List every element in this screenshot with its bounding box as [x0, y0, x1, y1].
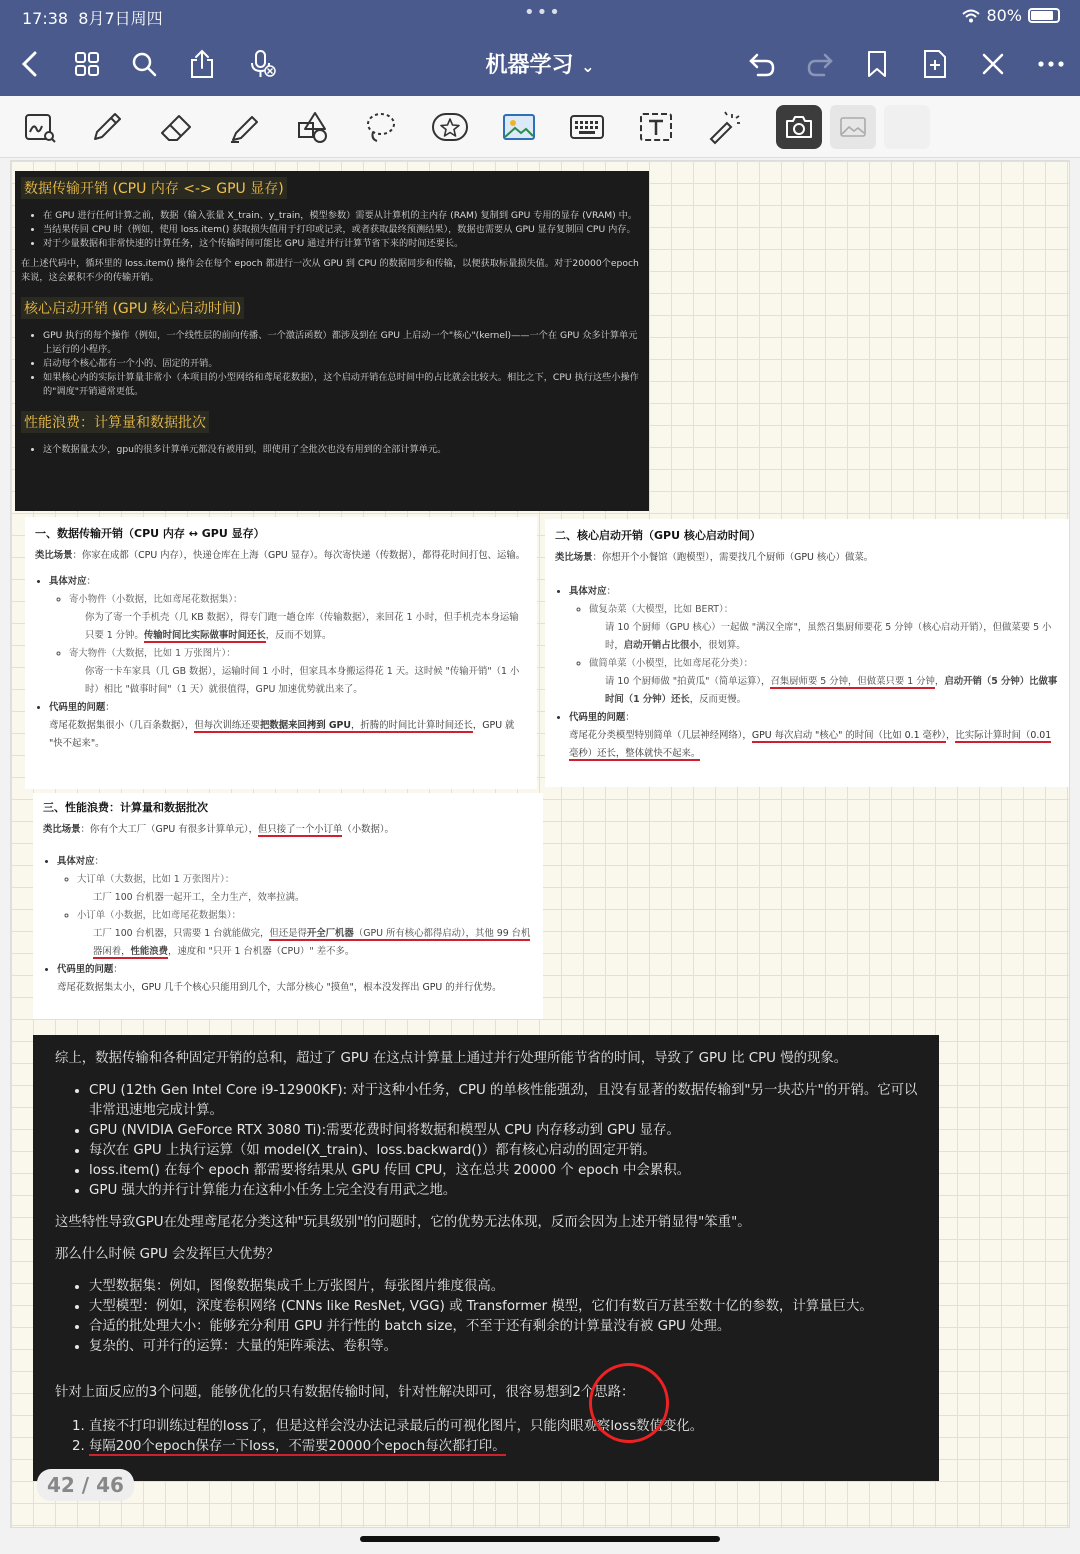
toolbar-slot [884, 105, 930, 149]
card2-title: 二、核心启动开销（GPU 核心启动时间） [555, 529, 761, 542]
list-item: 1. 直接不打印训练过程的loss了，但是这样会没办法记录最后的可视化图片，只能肉眼观察loss数值变化。 [89, 1417, 923, 1437]
add-page-icon[interactable] [915, 44, 955, 84]
share-icon[interactable] [182, 44, 222, 84]
list-item: • 复杂的、可并行的运算：大量的矩阵乘法、卷积等。 [89, 1337, 923, 1357]
home-indicator[interactable] [360, 1536, 720, 1542]
analogy-card-kernel-launch [545, 519, 1069, 787]
analogy-card-data-transfer [25, 517, 537, 789]
multitask-dots[interactable]: ••• [524, 2, 562, 23]
list-item: ◦ 大订单（大数据，比如 1 万张图片）： 工厂 100 台机器一起开工，全力生产，效率拉满。 [77, 871, 533, 907]
section1-note: 在上述代码中，循环里的 loss.item() 操作会在每个 epoch 都进行一次从 GPU 到 CPU 的数据同步和传输，以便获取标量损失值。对于20000个epoch来说，这会累积不少的传输开销。 [21, 258, 639, 283]
more-icon[interactable] [1031, 44, 1071, 84]
card1-title: 一、数据传输开销（CPU 内存 ↔ GPU 显存） [35, 527, 265, 540]
list-item: • 大型模型：例如，深度卷积网络 (CNNs like ResNet, VGG) 或 Transformer 模型，它们有数百万甚至数十亿的参数，计算量巨大。 [89, 1297, 923, 1317]
list-item: 2. 每隔200个epoch保存一下loss，不需要20000个epoch每次都打印。 [89, 1437, 923, 1457]
list-item: • 如果核心内的实际计算量非常小（本项目的小型网络和鸢尾花数据），这个启动开销在总时间中的占比就会比较大。相比之下，CPU 执行这些小操作的"调度"开销通常更低。 [43, 371, 643, 399]
shapes-icon[interactable] [290, 105, 336, 149]
camera-icon[interactable] [776, 105, 822, 149]
keyboard-icon[interactable] [564, 105, 610, 149]
highlighter-icon[interactable] [222, 105, 268, 149]
mic-off-icon[interactable] [242, 44, 282, 84]
list-item: • 这个数据量太少，gpu的很多计算单元都没有被用到，即使用了全批次也没有用到的全部计算单元。 [43, 443, 643, 457]
card1-details: • 具体对应： ◦ 寄小物件（小数据，比如鸢尾花数据集）： 你为了寄一个手机壳（几 KB 数据），得专门跑一趟仓库（传输数据），来回花 1 小时，但手机壳本身运输只要 1 分钟。传输时间比实际做事时间还长，反而不划算。 ◦ 寄大物件（大数据，比如 1 万张图片）： 你寄一卡车家具（几 GB 数据），运输时间 1 小时，但家具本身搬运得花 1 天。这时候 "传输开销"（1 小时）相比 "做事时间"（1 天）就很值得，GPU 加速优势就出来了。 • 代码里的问题： 鸢尾花数据集很小（几百条数据），但每次训练还要把数据来回拷到 GPU，折腾的时间比计算时间还长，GPU 就 "快不起来"。 [35, 573, 527, 753]
sticker-icon[interactable] [427, 105, 473, 149]
handwriting-recognition-icon[interactable] [17, 105, 63, 149]
card3-details: • 具体对应： ◦ 大订单（大数据，比如 1 万张图片）： 工厂 100 台机器一起开工，全力生产，效率拉满。 ◦ 小订单（小数据，比如鸢尾花数据集）： 工厂 100 台机器，只需要 1 台就能做完，但还是得开全厂机器（GPU 所有核心都得启动），其他 99 台机器闲着，性能浪费，速度和 "只开 1 台机器（CPU）" 差不多。 • 代码里的问题： 鸢尾花数据集太小，GPU 几千个核心只能用到几个，大部分核心 "摸鱼"，根本没发挥出 GPU 的并行优势。 [43, 853, 533, 997]
battery-icon [1028, 8, 1060, 23]
list-item: • GPU 执行的每个操作（例如，一个线性层的前向传播、一个激活函数）都涉及到在 GPU 上启动一个"核心"(kernel)——一个在 GPU 众多计算单元上运行的小程序。 [43, 329, 643, 357]
back-icon[interactable] [10, 44, 50, 84]
lasso-icon[interactable] [358, 105, 404, 149]
list-item: ◦ 小订单（小数据，比如鸢尾花数据集）： 工厂 100 台机器，只需要 1 台就能做完，但还是得开全厂机器（GPU 所有核心都得启动），其他 99 台机器闲着，性能浪费，速度和 "只开 1 台机器（CPU）" 差不多。 [77, 907, 533, 961]
bookmark-icon[interactable] [857, 44, 897, 84]
image-icon[interactable] [496, 105, 542, 149]
laser-pointer-icon[interactable] [700, 105, 746, 149]
list-item: • GPU 强大的并行计算能力在这种小任务上完全没有用武之地。 [89, 1181, 923, 1201]
list-item: • 每次在 GPU 上执行运算（如 model(X_train)、loss.backward()）都有核心启动的固定开销。 [89, 1141, 923, 1161]
status-time: 17:38 8月7日周四 [22, 9, 163, 28]
photo-placeholder-icon[interactable] [830, 105, 876, 149]
section2-list [17, 329, 643, 399]
pen-icon[interactable] [84, 105, 130, 149]
list-item: • 当结果传回 CPU 时（例如，使用 loss.item() 获取损失值用于打印或记录，或者获取最终预测结果），数据也需要从 GPU 显存复制回 CPU 内存。 [43, 223, 643, 237]
section2-heading: 核心启动开销 (GPU 核心启动时间) [21, 297, 244, 319]
section3-heading: 性能浪费：计算量和数据批次 [21, 411, 209, 433]
list-item: • 大型数据集：例如，图像数据集成千上万张图片，每张图片维度很高。 [89, 1277, 923, 1297]
section1-heading: 数据传输开销 (CPU 内存 <-> GPU 显存) [21, 177, 287, 199]
summary-card [33, 1035, 939, 1481]
list-item: • 合适的批处理大小：能够充分利用 GPU 并行性的 batch size，不至于还有剩余的计算量没有被 GPU 处理。 [89, 1317, 923, 1337]
summary-question: 那么什么时候 GPU 会发挥巨大优势？ [55, 1247, 280, 1262]
card2-analogy: 类比场景：你想开个小餐馆（跑模型），需要找几个厨师（GPU 核心）做菜。 [555, 552, 874, 563]
search-icon[interactable] [124, 44, 164, 84]
card3-analogy: 类比场景：你有个大工厂（GPU 有很多计算单元），但只接了一个小订单（小数据）。 [43, 824, 394, 835]
summary-advantages [55, 1277, 923, 1357]
undo-icon[interactable] [742, 44, 782, 84]
list-item: ◦ 做简单菜（小模型，比如鸢尾花分类）： 请 10 个厨师做 "拍黄瓜"（简单运算），召集厨师要 5 分钟，但做菜只要 1 分钟，启动开销（5 分钟）比做事时间（1 分钟）还长，反而更慢。 [589, 655, 1059, 709]
grid-icon[interactable] [67, 44, 107, 84]
summary-ideas-intro: 针对上面反应的3个问题，能够优化的只有数据传输时间，针对性解决即可，很容易想到2个思路： [55, 1385, 635, 1400]
chevron-down-icon: ⌄ [581, 57, 595, 76]
list-item: • 在 GPU 进行任何计算之前，数据（输入张量 X_train、y_train，模型参数）需要从计算机的主内存 (RAM) 复制到 GPU 专用的显存 (VRAM) 中。 [43, 209, 643, 223]
summary-points [55, 1081, 923, 1201]
analogy-card-performance-waste [33, 793, 543, 1019]
red-circle-annotation [589, 1363, 669, 1443]
card1-analogy: 类比场景：你家在成都（CPU 内存），快递仓库在上海（GPU 显存）。每次寄快递（传数据），都得花时间打包、运输。 [35, 550, 526, 561]
text-box-icon[interactable] [633, 105, 679, 149]
eraser-icon[interactable] [153, 105, 199, 149]
list-item: ◦ 做复杂菜（大模型，比如 BERT）： 请 10 个厨师（GPU 核心）一起做 "满汉全席"，虽然召集厨师要花 5 分钟（核心启动开销），但做菜要 5 小时，启动开销占比很小，很划算。 [589, 601, 1059, 655]
list-item: • CPU (12th Gen Intel Core i9-12900KF): 对于这种小任务，CPU 的单核性能强劲，且没有显著的数据传输到"另一块芯片"的开销。它可以非常迅速地完成计算。 [89, 1081, 923, 1121]
list-item: ◦ 寄大物件（大数据，比如 1 万张图片）： 你寄一卡车家具（几 GB 数据），运输时间 1 小时，但家具本身搬运得花 1 天。这时候 "传输开销"（1 小时）相比 "做事时间"（1 天）就很值得，GPU 加速优势就出来了。 [69, 645, 527, 699]
note-page[interactable] [10, 160, 1070, 1528]
summary-ideas [55, 1417, 923, 1457]
list-item: • 对于少量数据和非常快速的计算任务，这个传输时间可能比 GPU 通过并行计算节省下来的时间还要长。 [43, 237, 643, 251]
notebook-title[interactable]: 机器学习 ⌄ [485, 53, 595, 78]
section3-list [17, 443, 643, 457]
card2-details: • 具体对应： ◦ 做复杂菜（大模型，比如 BERT）： 请 10 个厨师（GPU 核心）一起做 "满汉全席"，虽然召集厨师要花 5 分钟（核心启动开销），但做菜要 5 小时，启动开销占比很小，很划算。 ◦ 做简单菜（小模型，比如鸢尾花分类）： 请 10 个厨师做 "拍黄瓜"（简单运算），召集厨师要 5 分钟，但做菜只要 1 分钟，启动开销（5 分钟）比做事时间（1 分钟）还长，反而更慢。 • 代码里的问题： 鸢尾花分类模型特别简单（几层神经网络），GPU 每次启动 "核心" 的时间（比如 0.1 毫秒），比实际计算时间（0.01 毫秒）还长，整体就快不起来。 [555, 583, 1059, 763]
battery-percent: 80% [986, 6, 1022, 25]
redo-icon[interactable] [800, 44, 840, 84]
list-item: • GPU (NVIDIA GeForce RTX 3080 Ti):需要花费时间将数据和模型从 CPU 内存移动到 GPU 显存。 [89, 1121, 923, 1141]
dark-screenshot-card [15, 171, 649, 511]
status-bar [0, 0, 1080, 32]
page-indicator[interactable]: 42 / 46 [37, 1469, 134, 1501]
list-item: • loss.item() 在每个 epoch 都需要将结果从 GPU 传回 CPU，这在总共 20000 个 epoch 中会累积。 [89, 1161, 923, 1181]
card3-title: 三、性能浪费：计算量和数据批次 [43, 801, 208, 814]
summary-intro: 综上，数据传输和各种固定开销的总和，超过了 GPU 在这点计算量上通过并行处理所能节省的时间，导致了 GPU 比 CPU 慢的现象。 [55, 1051, 848, 1066]
wifi-icon [962, 9, 980, 23]
tools-close-icon[interactable] [973, 44, 1013, 84]
list-item: ◦ 寄小物件（小数据，比如鸢尾花数据集）： 你为了寄一个手机壳（几 KB 数据），得专门跑一趟仓库（传输数据），来回花 1 小时，但手机壳本身运输只要 1 分钟。传输时间比实际做事时间还长，反而不划算。 [69, 591, 527, 645]
section1-list [17, 209, 643, 251]
drawing-toolbar [0, 96, 1080, 158]
summary-conclusion: 这些特性导致GPU在处理鸢尾花分类这种"玩具级别"的问题时，它的优势无法体现，反而会因为上述开销显得"笨重"。 [55, 1215, 751, 1230]
nav-bar [0, 32, 1080, 96]
status-right [962, 6, 1060, 25]
list-item: • 启动每个核心都有一个小的、固定的开销。 [43, 357, 643, 371]
